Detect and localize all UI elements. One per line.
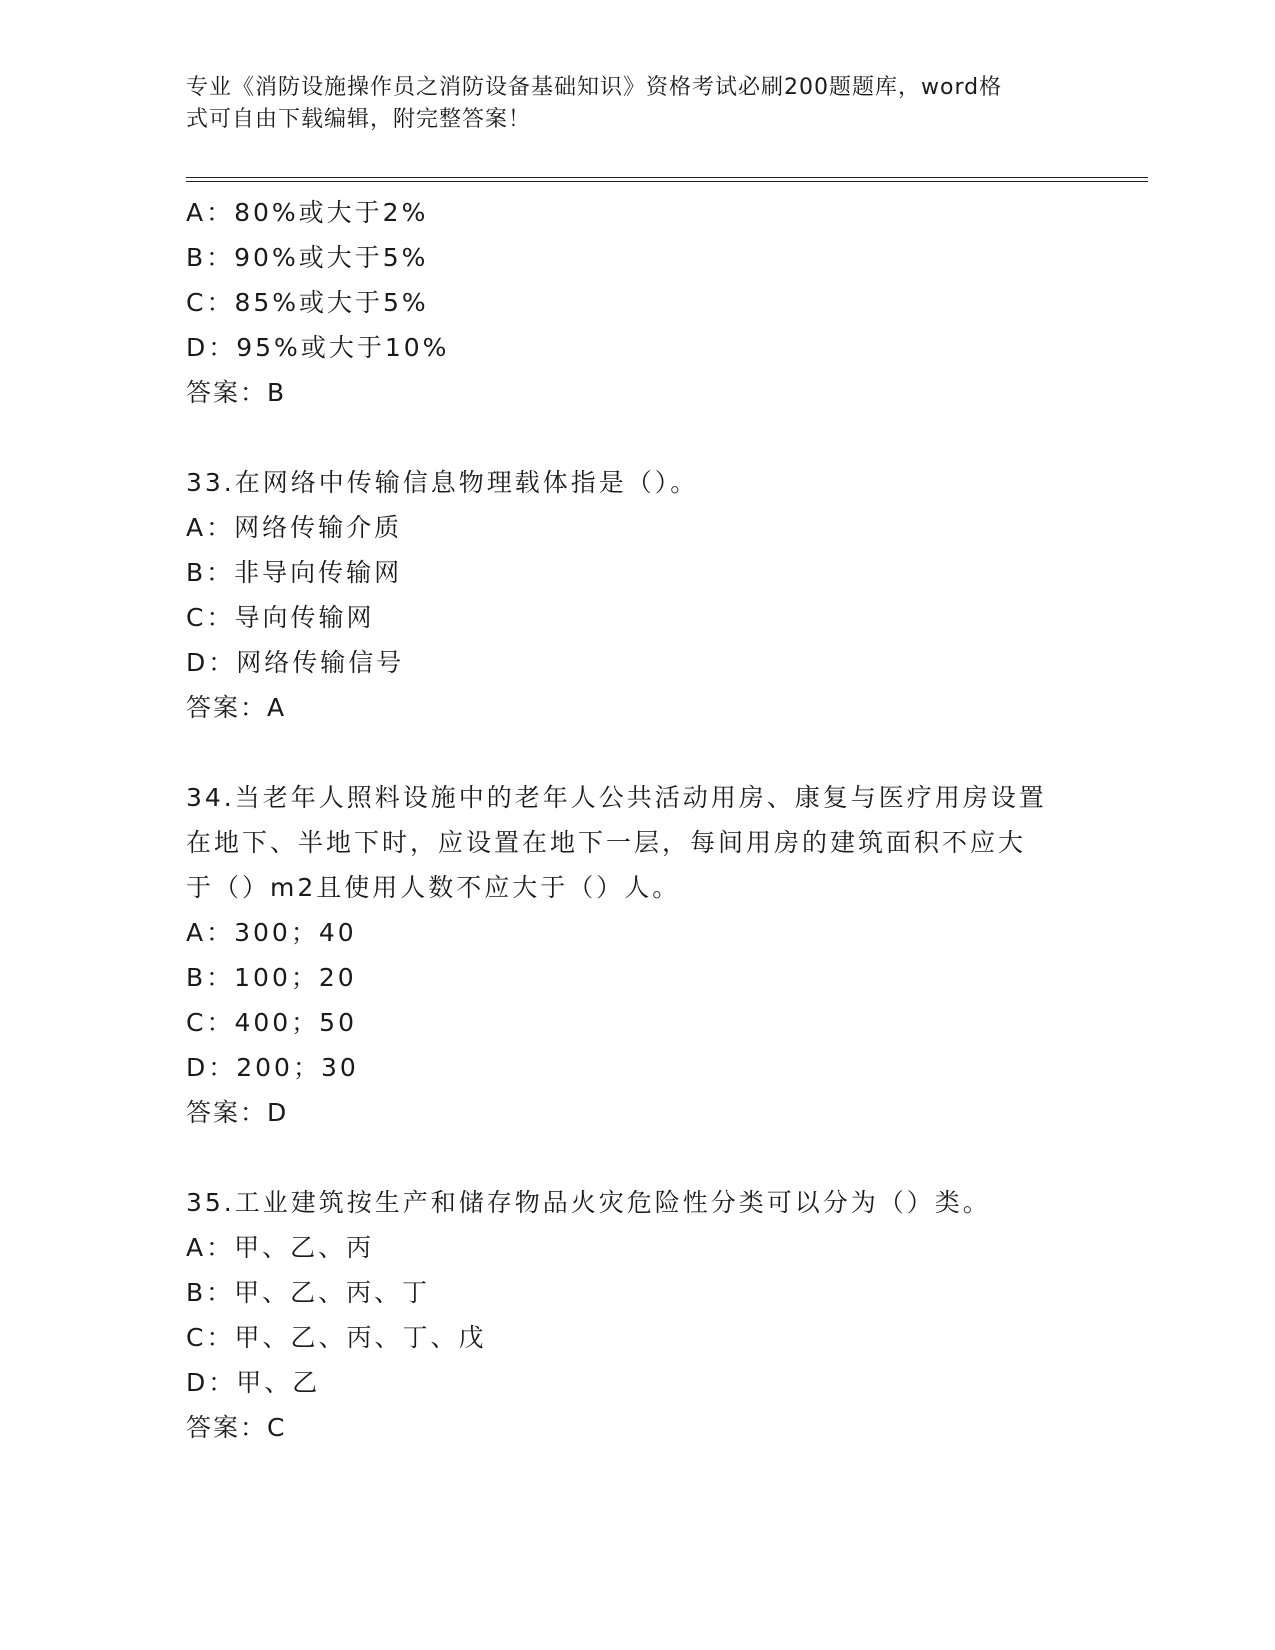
document-header (186, 72, 1066, 136)
option-d: D：甲、乙 (186, 1368, 321, 1397)
question-33 (186, 460, 1086, 730)
question-35 (186, 1180, 1086, 1450)
header-divider-top (186, 177, 1148, 178)
option-c: C：85%或大于5% (186, 288, 429, 317)
option-d: D：95%或大于10% (186, 333, 450, 362)
option-b: B：90%或大于5% (186, 243, 429, 272)
question-text-line-3: 于（）m2且使用人数不应大于（）人。 (186, 873, 681, 902)
answer: 答案：D (186, 1098, 289, 1127)
option-a: A：网络传输介质 (186, 513, 403, 542)
option-c: C：400；50 (186, 1008, 357, 1037)
question-text-line-1: 34.当老年人照料设施中的老年人公共活动用房、康复与医疗用房设置 (186, 783, 1047, 812)
option-d: D：200；30 (186, 1053, 359, 1082)
header-line-2: 式可自由下载编辑，附完整答案！ (186, 107, 532, 132)
question-text: 35.工业建筑按生产和储存物品火灾危险性分类可以分为（）类。 (186, 1188, 991, 1217)
option-a: A：300；40 (186, 918, 357, 947)
option-c: C：导向传输网 (186, 603, 375, 632)
option-b: B：100；20 (186, 963, 357, 992)
option-c: C：甲、乙、丙、丁、戊 (186, 1323, 487, 1352)
header-line-1: 专业《消防设施操作员之消防设备基础知识》资格考试必刷200题题库，word格 (186, 75, 1003, 100)
question-text: 33.在网络中传输信息物理载体指是（）。 (186, 468, 699, 497)
option-b: B：非导向传输网 (186, 558, 403, 587)
option-d: D：网络传输信号 (186, 648, 405, 677)
option-a: A：甲、乙、丙 (186, 1233, 375, 1262)
option-b: B：甲、乙、丙、丁 (186, 1278, 431, 1307)
option-a: A：80%或大于2% (186, 198, 429, 227)
question-list (186, 190, 1086, 1450)
answer: 答案：C (186, 1413, 287, 1442)
answer: 答案：A (186, 693, 287, 722)
answer: 答案：B (186, 378, 287, 407)
question-32-continued (186, 190, 1086, 415)
question-text-line-2: 在地下、半地下时，应设置在地下一层，每间用房的建筑面积不应大 (186, 828, 1027, 857)
question-34 (186, 775, 1086, 1135)
header-divider-bottom (186, 181, 1148, 182)
